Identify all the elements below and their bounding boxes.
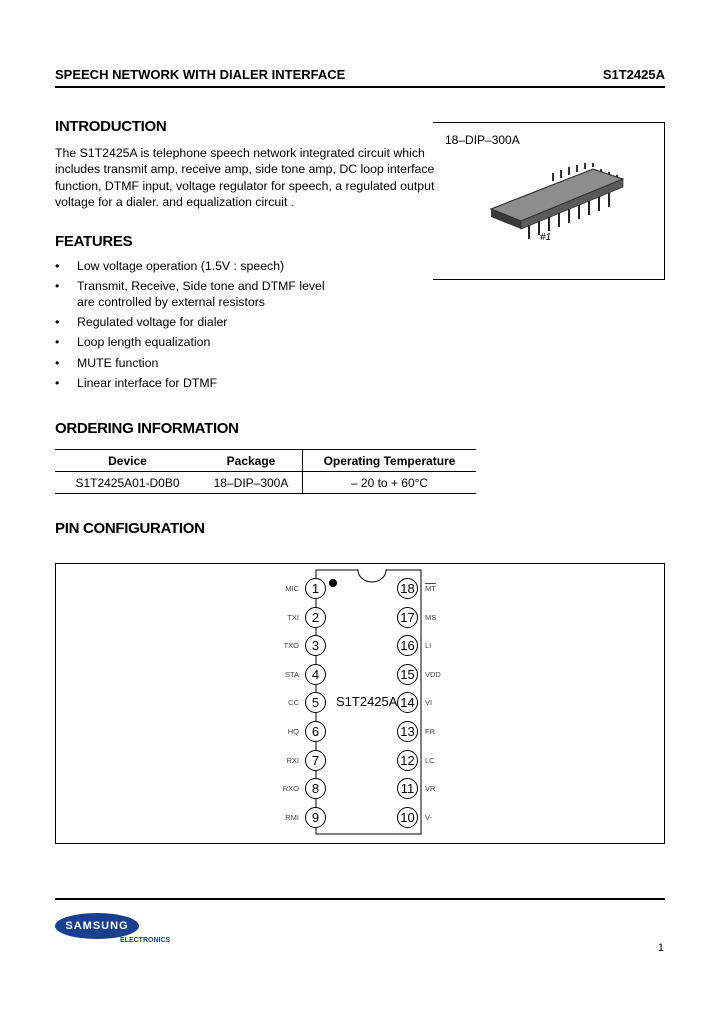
pin-11: 11 <box>397 778 418 799</box>
pin-8: 8 <box>305 778 326 799</box>
intro-line: includes transmit amp, receive amp, side tone amp, DC loop interface <box>55 162 435 177</box>
pin-label: VDD <box>425 669 441 679</box>
intro-line: function, DTMF input, voltage regulator for speech, a regulated output <box>55 178 435 193</box>
bullet: • <box>55 335 60 350</box>
list-item: • Regulated voltage for dialer <box>55 315 228 330</box>
pin-config-box <box>55 563 665 844</box>
introduction-heading: INTRODUCTION <box>55 118 167 135</box>
features-heading: FEATURES <box>55 233 133 250</box>
pin-label: TXO <box>283 641 299 651</box>
column-header: Operating Temperature <box>303 450 477 472</box>
bullet: • <box>55 259 60 273</box>
pin-label: FR <box>425 727 435 736</box>
table-header-row <box>55 450 476 472</box>
header-rule <box>55 86 665 88</box>
pin-14: 14 <box>397 692 418 713</box>
pin-label: RMI <box>285 812 299 822</box>
bullet: • <box>55 375 60 390</box>
column-header: Device <box>55 450 200 472</box>
chip-label: S1T2425A <box>336 694 398 709</box>
pin-label: RXI <box>286 755 299 765</box>
package-box <box>433 122 665 280</box>
pin-13: 13 <box>397 721 418 742</box>
pin-1: 1 <box>305 578 326 599</box>
list-item: • MUTE function <box>55 355 159 370</box>
pin-label: TXI <box>287 612 299 622</box>
pin-label: HQ <box>287 727 299 736</box>
intro-line: The S1T2425A is telephone speech network integrated circuit which <box>55 146 425 160</box>
dip-package-icon <box>483 163 633 253</box>
introduction-text <box>55 145 435 210</box>
bullet: • <box>55 315 60 330</box>
pin-label: STA <box>284 669 299 679</box>
list-item: • Linear interface for DTMF <box>55 375 218 390</box>
table-cell: – 20 to + 60°C <box>303 472 477 494</box>
features-list <box>55 259 355 396</box>
package-label: 18–DIP–300A <box>445 133 520 147</box>
document-title: SPEECH NETWORK WITH DIALER INTERFACE <box>55 67 346 82</box>
part-number: S1T2425A <box>602 67 665 82</box>
pin-label: $\overline{MT}$ <box>425 584 436 593</box>
bullet: • <box>55 279 60 294</box>
pin-label: LC <box>425 755 435 765</box>
pin-label: MIC <box>285 584 299 593</box>
pin-6: 6 <box>305 721 326 742</box>
list-item: • Loop length equalization <box>55 335 211 350</box>
footer-rule <box>55 898 665 900</box>
pin1-dot <box>329 579 337 587</box>
pin-7: 7 <box>305 750 326 771</box>
pin-10: 10 <box>397 807 418 828</box>
pin1-label: #1 <box>540 232 552 243</box>
pin-label: VR <box>425 784 436 794</box>
intro-line: voltage for a dialer. and equalization circuit . <box>55 194 295 209</box>
table-cell: S1T2425A01-D0B0 <box>55 472 200 494</box>
pin-config-heading: PIN CONFIGURATION <box>55 520 205 537</box>
pin-15: 15 <box>397 664 418 685</box>
pin-17: 17 <box>397 607 418 628</box>
column-header: Package <box>200 450 303 472</box>
pin-16: 16 <box>397 635 418 656</box>
pin-5: 5 <box>305 692 326 713</box>
ordering-heading: ORDERING INFORMATION <box>55 420 239 437</box>
pin-3: 3 <box>305 635 326 656</box>
table-cell: 18–DIP–300A <box>200 472 303 494</box>
pin-2: 2 <box>305 607 326 628</box>
samsung-logo: SAMSUNG <box>55 913 139 939</box>
bullet: • <box>55 355 60 370</box>
list-item: • Transmit, Receive, Side tone and DTMF level are controlled by external resistors <box>55 279 325 309</box>
pin-12: 12 <box>397 750 418 771</box>
pin-label: LI <box>425 641 432 651</box>
pin-label: MS <box>425 612 437 622</box>
page-number: 1 <box>657 942 664 954</box>
pin-label: V- <box>425 812 433 822</box>
pin-label: VI <box>425 698 433 708</box>
table-row <box>55 472 476 494</box>
pin-4: 4 <box>305 664 326 685</box>
pin-18: 18 <box>397 578 418 599</box>
pin-label: CC <box>288 698 299 708</box>
pin-label: RXO <box>282 784 299 794</box>
list-item: • Low voltage operation (1.5V : speech) <box>55 259 285 273</box>
pin-9: 9 <box>305 807 326 828</box>
ordering-table <box>55 449 476 494</box>
logo-subtitle: ELECTRONICS <box>120 937 171 944</box>
